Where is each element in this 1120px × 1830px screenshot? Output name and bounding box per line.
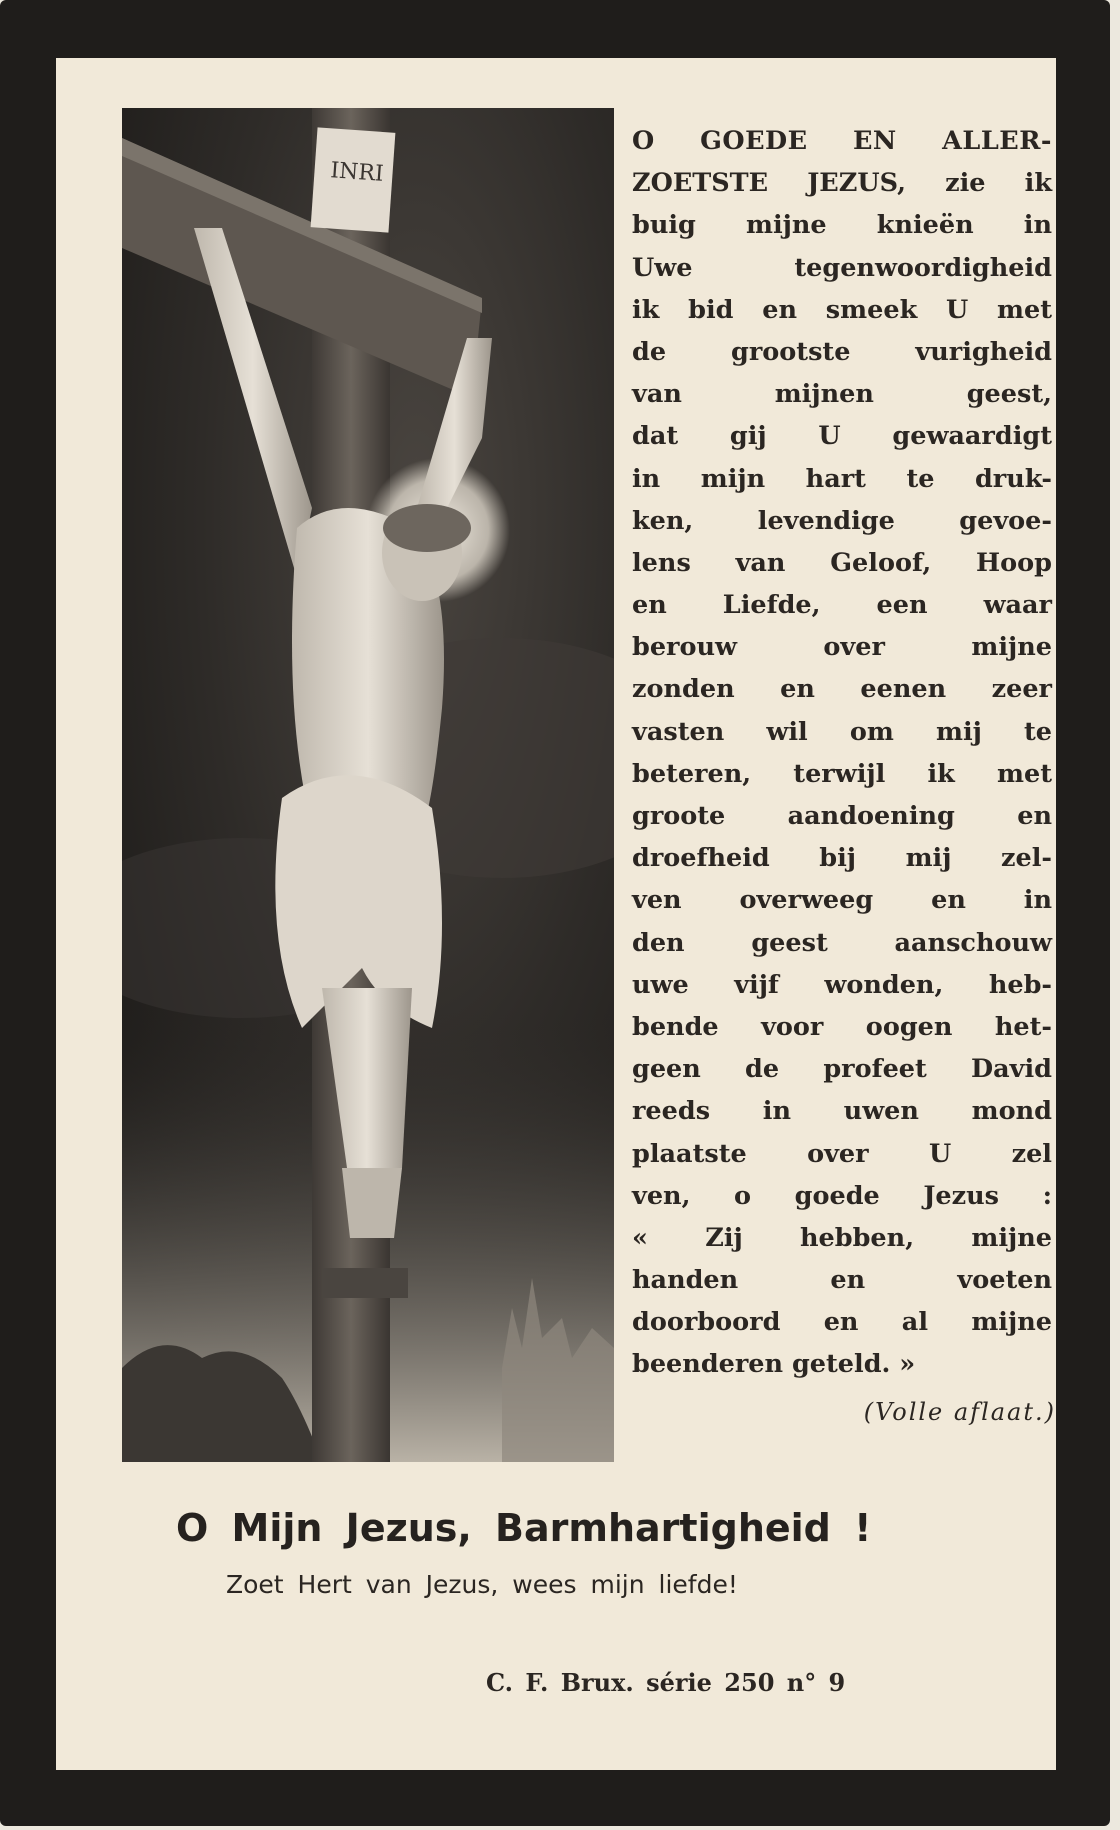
prayer-line: uwe vijf wonden, heb- — [632, 969, 1052, 1000]
publisher-line: C. F. Brux. série 250 n° 9 — [486, 1668, 846, 1697]
card-subtitle: Zoet Hert van Jezus, wees mijn liefde! — [226, 1570, 738, 1599]
prayer-line: zonden en eenen zeer — [632, 674, 1052, 705]
prayer-line: in mijn hart te druk- — [632, 463, 1052, 494]
prayer-line: van mijnen geest, — [632, 379, 1052, 410]
prayer-line: beteren, terwijl ik met — [632, 758, 1052, 789]
prayer-line: handen en voeten — [632, 1265, 1052, 1296]
prayer-line: Uwe tegenwoordigheid — [632, 252, 1052, 283]
card-title: O Mijn Jezus, Barmhartigheid ! — [176, 1506, 872, 1550]
prayer-line: O GOEDE EN ALLER- — [632, 126, 1052, 156]
crucifix-image — [122, 108, 614, 1462]
prayer-line: ken, levendige gevoe- — [632, 505, 1052, 536]
prayer-text — [632, 120, 1052, 1386]
prayer-line: vasten wil om mij te — [632, 716, 1052, 747]
crucifix-illustration — [122, 108, 614, 1462]
prayer-line: lens van Geloof, Hoop — [632, 547, 1052, 578]
prayer-line: « Zij hebben, mijne — [632, 1222, 1052, 1253]
prayer-line: buig mijne knieën in — [632, 210, 1052, 241]
prayer-line: dat gij U gewaardigt — [632, 421, 1052, 452]
prayer-line: ik bid en smeek U met — [632, 294, 1052, 325]
card-paper — [56, 58, 1056, 1770]
prayer-line: doorboord en al mijne — [632, 1307, 1052, 1338]
prayer-line: den geest aanschouw — [632, 927, 1052, 958]
prayer-line: groote aandoening en — [632, 801, 1052, 831]
indulgence-note: (Volle aflaat.) — [863, 1398, 1056, 1426]
prayer-line: bende voor oogen het- — [632, 1011, 1052, 1042]
prayer-line: ven overweeg en in — [632, 885, 1052, 916]
inri-inscription: INRI — [329, 158, 385, 187]
prayer-line: ven, o goede Jezus : — [632, 1180, 1052, 1211]
prayer-line: geen de profeet David — [632, 1054, 1052, 1085]
prayer-line: en Liefde, een waar — [632, 590, 1052, 621]
prayer-line: de grootste vurigheid — [632, 336, 1052, 367]
prayer-line: ZOETSTE JEZUS, zie ik — [632, 168, 1052, 199]
prayer-line: droefheid bij mij zel- — [632, 843, 1052, 874]
prayer-line: plaatste over U zel — [632, 1138, 1052, 1169]
prayer-line: berouw over mijne — [632, 632, 1052, 663]
prayer-line: reeds in uwen mond — [632, 1096, 1052, 1127]
prayer-line: beenderen geteld. » — [632, 1349, 916, 1380]
